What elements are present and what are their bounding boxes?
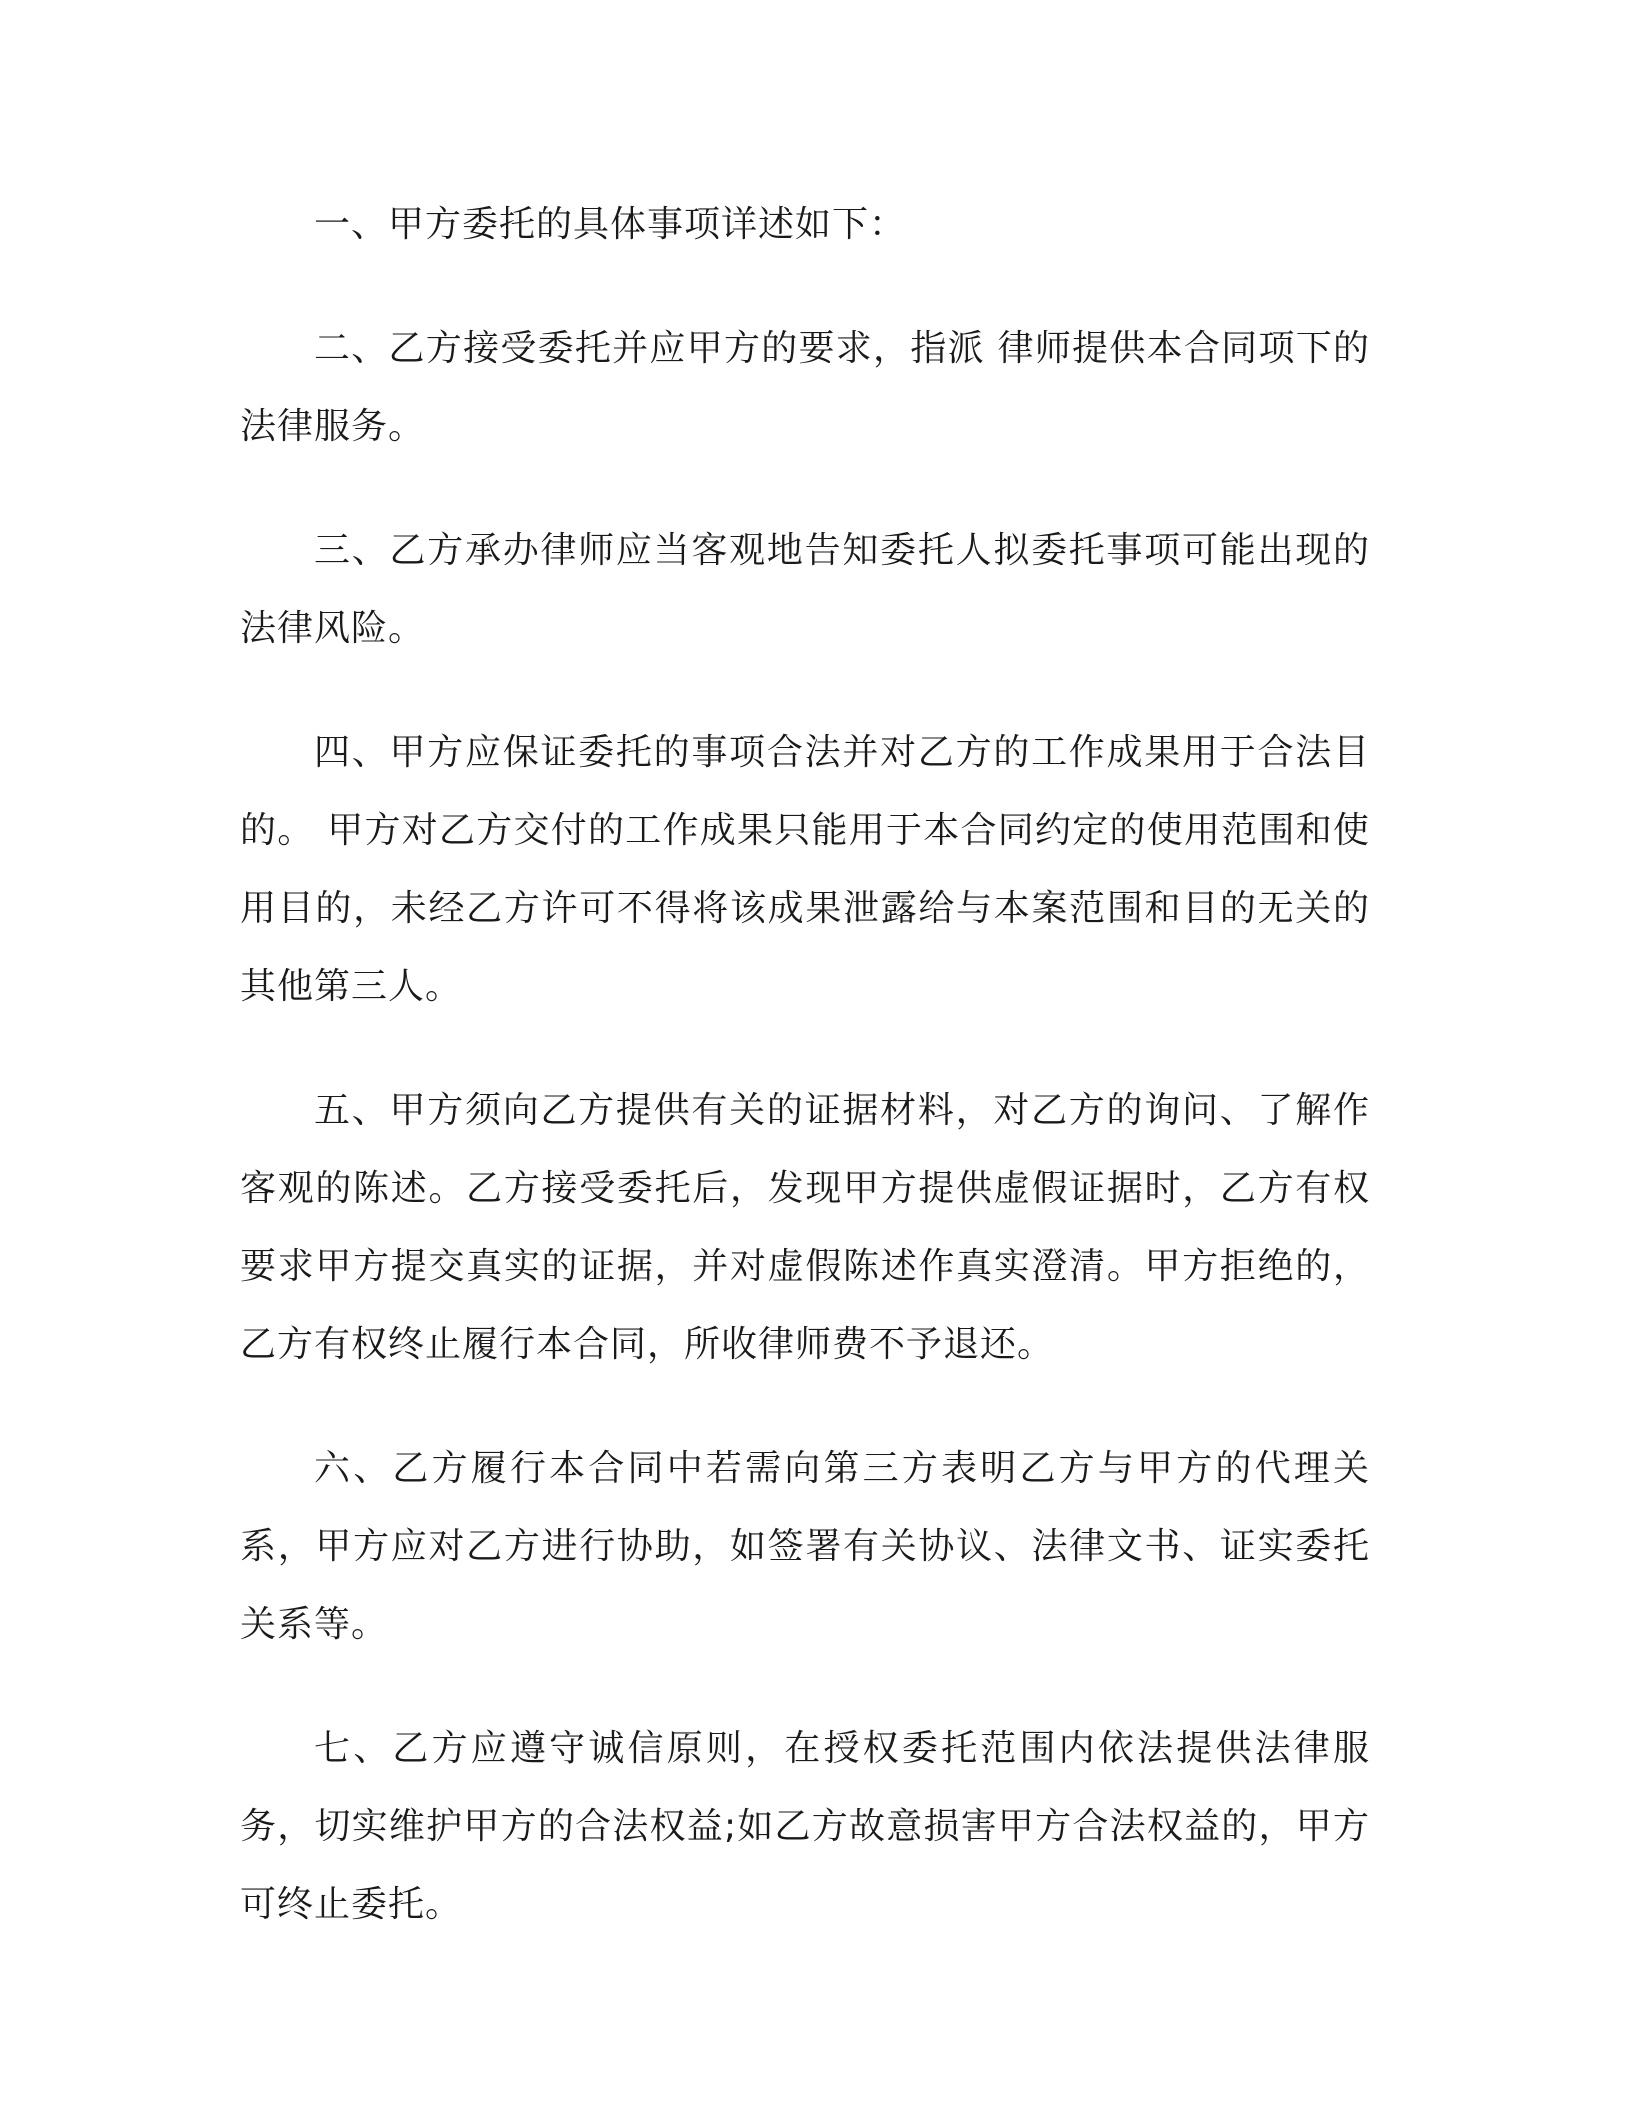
clause-7: 七、乙方应遵守诚信原则，在授权委托范围内依法提供法律服务，切实维护甲方的合法权益;如乙方故意损害甲方合法权益的，甲方可终止委托。 <box>240 1728 1370 1925</box>
clause-3: 三、乙方承办律师应当客观地告知委托人拟委托事项可能出现的法律风险。 <box>240 530 1370 649</box>
clause-2: 二、乙方接受委托并应甲方的要求，指派 律师提供本合同项下的法律服务。 <box>240 328 1370 447</box>
contract-body <box>240 186 1370 1990</box>
clause-6: 六、乙方履行本合同中若需向第三方表明乙方与甲方的代理关系，甲方应对乙方进行协助，如签署有关协议、法律文书、证实委托关系等。 <box>240 1448 1370 1645</box>
clause-4: 四、甲方应保证委托的事项合法并对乙方的工作成果用于合法目的。 甲方对乙方交付的工作成果只能用于本合同约定的使用范围和使用目的，未经乙方许可不得将该成果泄露给与本案范围和目的无关的其他第三人。 <box>240 732 1370 1007</box>
clause-5: 五、甲方须向乙方提供有关的证据材料，对乙方的询问、了解作客观的陈述。乙方接受委托后，发现甲方提供虚假证据时，乙方有权要求甲方提交真实的证据，并对虚假陈述作真实澄清。甲方拒绝的，乙方有权终止履行本合同，所收律师费不予退还。 <box>240 1090 1370 1365</box>
clause-1: 一、甲方委托的具体事项详述如下： <box>314 204 907 245</box>
